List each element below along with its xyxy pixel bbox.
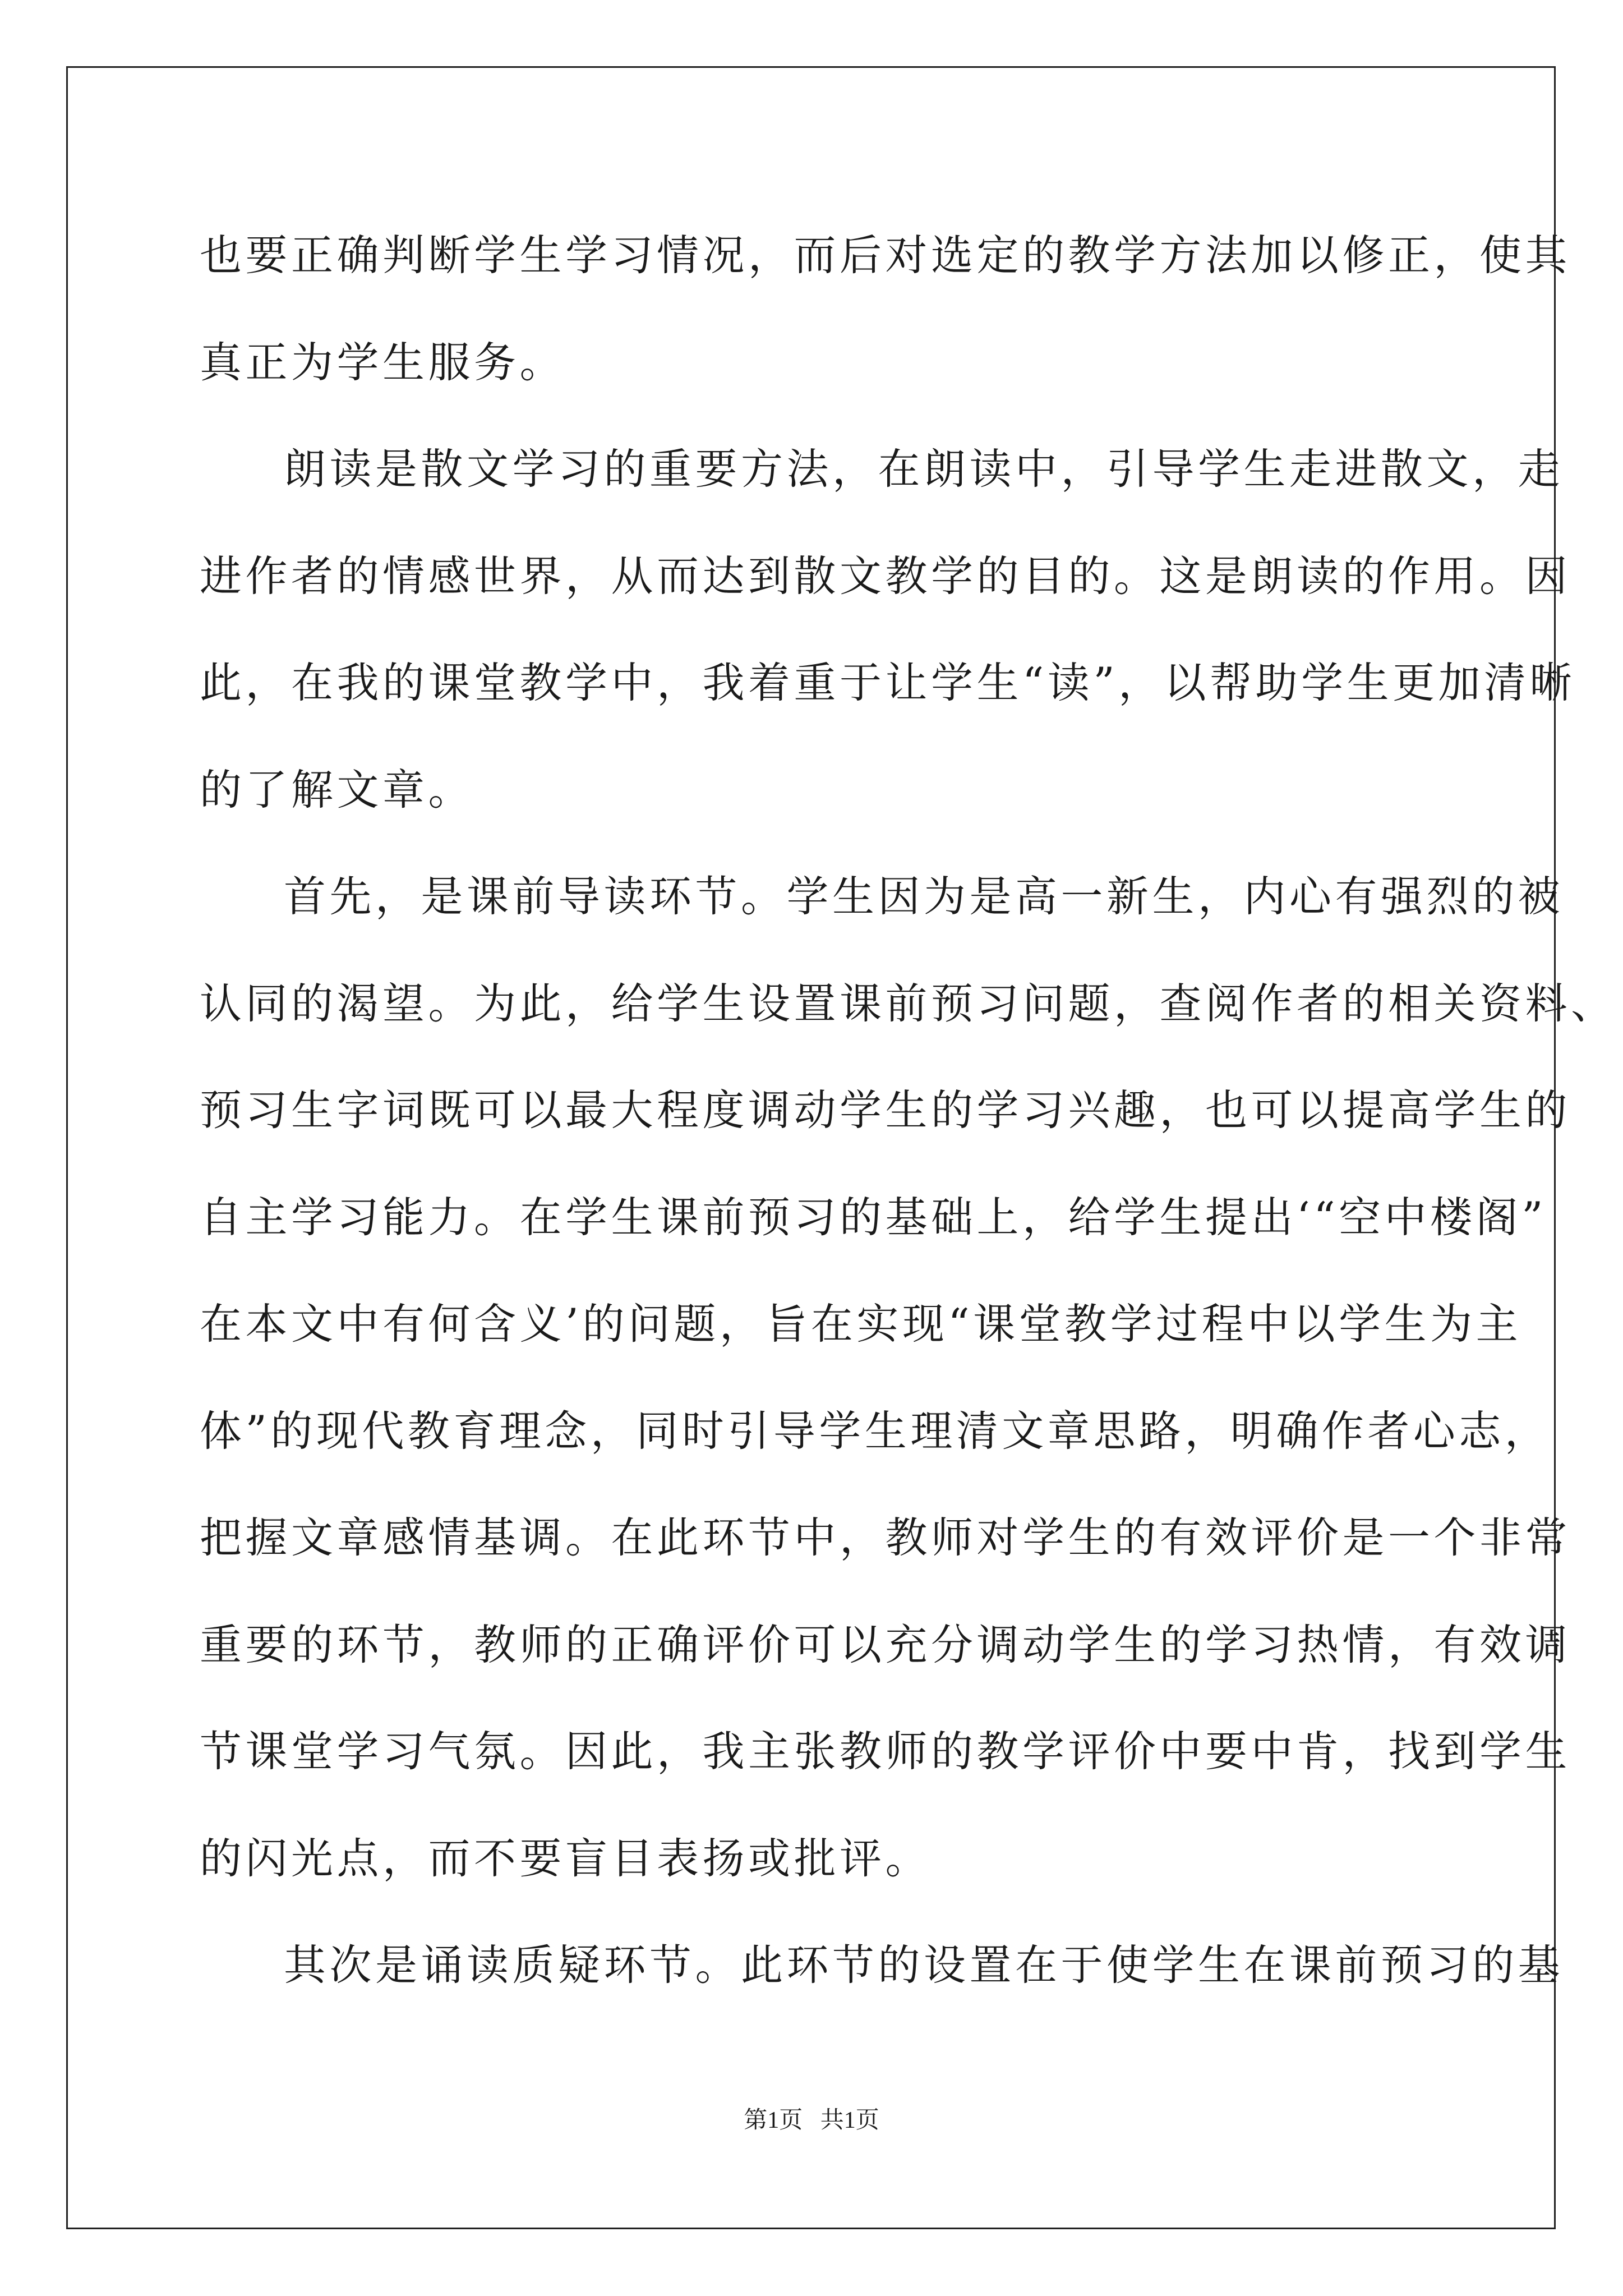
paragraph-start-line: 其次是诵读质疑环节。此环节的设置在于使学生在课前预习的基 xyxy=(284,1940,1564,1990)
text-line: 的了解文章。 xyxy=(200,765,474,815)
text-line: 进作者的情感世界，从而达到散文教学的目的。这是朗读的作用。因 xyxy=(200,551,1571,601)
text-line: 把握文章感情基调。在此环节中，教师对学生的有效评价是一个非常 xyxy=(200,1513,1571,1562)
text-line: 节课堂学习气氛。因此，我主张教师的教学评价中要中肯，找到学生 xyxy=(200,1727,1571,1776)
paragraph-start-line: 首先，是课前导读环节。学生因为是高一新生，内心有强烈的被 xyxy=(284,872,1564,921)
text-line: 体”的现代教育理念，同时引导学生理清文章思路，明确作者心志， xyxy=(200,1406,1551,1456)
text-line: 自主学习能力。在学生课前预习的基础上，给学生提出‘“空中楼阁” xyxy=(200,1192,1547,1242)
text-line: 此，在我的课堂教学中，我着重于让学生“读”，以帮助学生更加清晰 xyxy=(200,658,1576,707)
paragraph-start-line: 朗读是散文学习的重要方法，在朗读中，引导学生走进散文，走 xyxy=(284,444,1564,494)
text-line: 真正为学生服务。 xyxy=(200,337,566,387)
text-line: 在本文中有何含义’的问题，旨在实现“课堂教学过程中以学生为主 xyxy=(200,1299,1522,1349)
document-body xyxy=(200,213,1617,2030)
text-line: 也要正确判断学生学习情况，而后对选定的教学方法加以修正，使其 xyxy=(200,231,1571,280)
text-line: 预习生字词既可以最大程度调动学生的学习兴趣，也可以提高学生的 xyxy=(200,1085,1571,1135)
page-number-footer: 第1页 共1页 xyxy=(744,2108,879,2133)
text-line: 的闪光点，而不要盲目表扬或批评。 xyxy=(200,1833,932,1883)
text-line: 认同的渴望。为此，给学生设置课前预习问题，查阅作者的相关资料、 xyxy=(200,978,1617,1028)
text-line: 重要的环节，教师的正确评价可以充分调动学生的学习热情，有效调 xyxy=(200,1619,1571,1669)
